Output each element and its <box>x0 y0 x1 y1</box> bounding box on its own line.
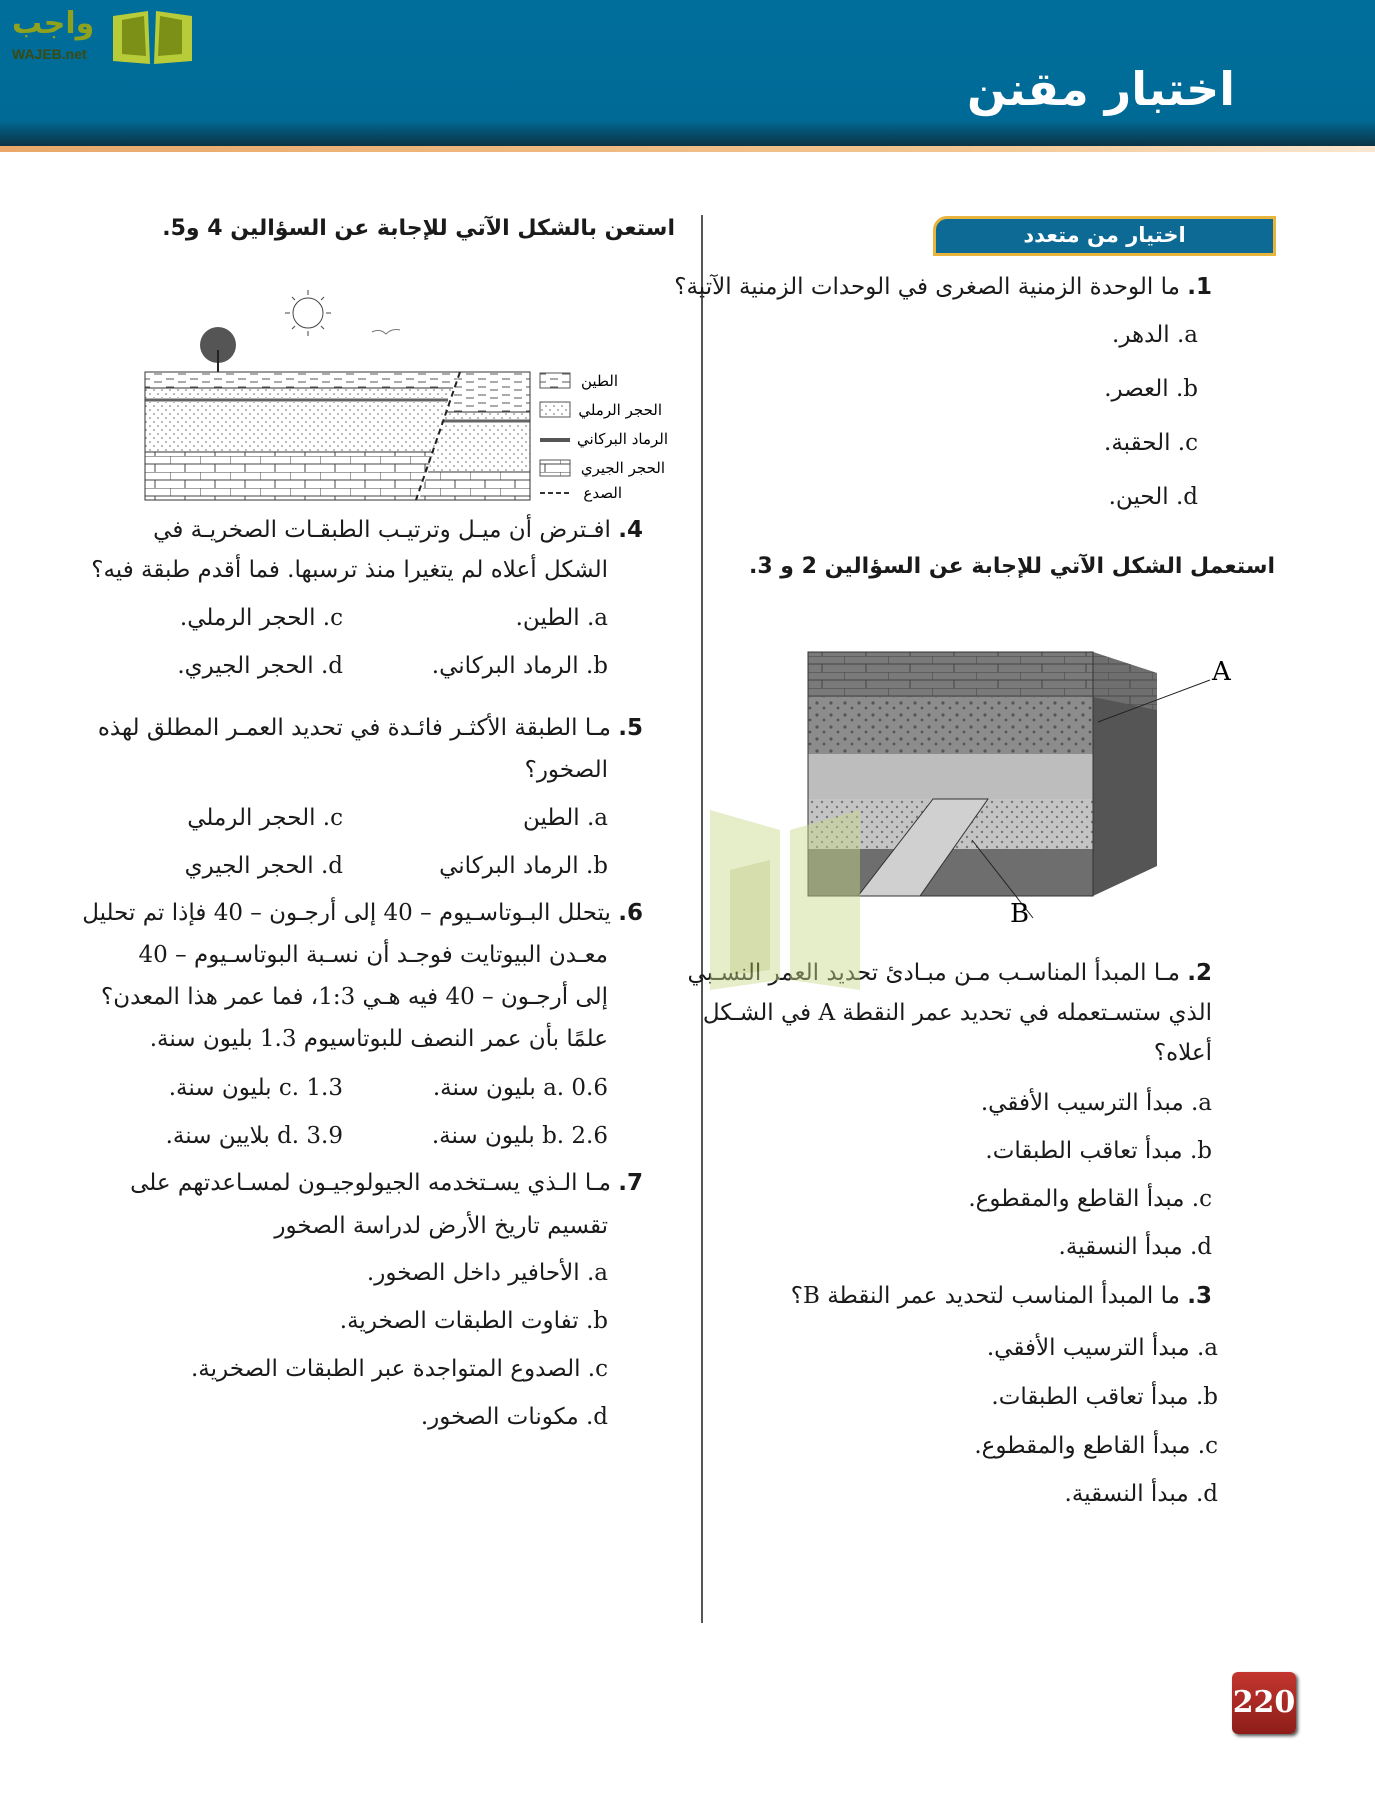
page-title: اختبار مقنن <box>966 62 1235 116</box>
option[interactable]: a. مبدأ الترسيب الأفقي. <box>980 1090 1212 1116</box>
option[interactable]: a. الطين. <box>515 605 608 631</box>
option[interactable]: b. مبدأ تعاقب الطبقات. <box>985 1138 1212 1164</box>
option[interactable]: c. الحقبة. <box>1104 430 1198 456</box>
option[interactable]: c. 1.3 بليون سنة. <box>168 1075 343 1101</box>
bird-icon <box>372 330 400 335</box>
option[interactable]: b. العصر. <box>1104 376 1198 402</box>
option[interactable]: b. الرماد البركاني <box>439 853 608 879</box>
option[interactable]: c. مبدأ القاطع والمقطوع. <box>974 1433 1218 1459</box>
option[interactable]: a. مبدأ الترسيب الأفقي. <box>986 1335 1218 1361</box>
column-divider <box>701 215 703 1623</box>
page-number: 220 <box>1232 1672 1296 1734</box>
label-a: A <box>1212 657 1231 687</box>
option[interactable]: b. 2.6 بليون سنة. <box>431 1123 608 1149</box>
figure-intro: استعمل الشكل الآتي للإجابة عن السؤالين 2 و 3. <box>748 554 1275 579</box>
option[interactable]: a. الطين <box>522 805 608 831</box>
rock-layers-diagram <box>140 280 680 505</box>
option[interactable]: b. مبدأ تعاقب الطبقات. <box>991 1384 1218 1410</box>
option[interactable]: d. 3.9 بلايين سنة. <box>165 1123 343 1149</box>
option[interactable]: d. مبدأ النسقية. <box>1064 1481 1218 1507</box>
option[interactable]: b. تفاوت الطبقات الصخرية. <box>339 1308 608 1334</box>
option[interactable]: d. مبدأ النسقية. <box>1058 1234 1212 1260</box>
figure-intro-left: استعن بالشكل الآتي للإجابة عن السؤالين 4 و5. <box>162 216 675 241</box>
option[interactable]: c. الحجر الرملي <box>187 805 343 831</box>
option[interactable]: c. مبدأ القاطع والمقطوع. <box>968 1186 1212 1212</box>
label-b: B <box>1010 899 1030 925</box>
sun-icon <box>285 290 331 336</box>
wajeb-logo: واجب WAJEB.net <box>10 6 190 66</box>
option[interactable]: a. الأحافير داخل الصخور. <box>366 1260 608 1286</box>
tree-icon <box>200 327 236 372</box>
option[interactable]: a. 0.6 بليون سنة. <box>432 1075 608 1101</box>
option[interactable]: d. الحجر الجيري <box>184 853 343 879</box>
legend-clay: الطين <box>581 372 618 390</box>
option[interactable]: b. الرماد البركاني. <box>431 653 608 679</box>
option[interactable]: c. الصدوع المتواجدة عبر الطبقات الصخرية. <box>190 1356 608 1382</box>
option[interactable]: a. الدهر. <box>1112 322 1198 348</box>
legend-limestone: الحجر الجيري <box>580 459 665 477</box>
option[interactable]: c. الحجر الرملي. <box>179 605 343 631</box>
legend-fault: الصدع <box>583 484 622 502</box>
header-divider <box>0 146 1375 152</box>
option[interactable]: d. الحجر الجيري. <box>177 653 343 679</box>
option[interactable]: d. مكونات الصخور. <box>420 1404 608 1430</box>
legend-sandstone: الحجر الرملي <box>578 401 662 419</box>
option[interactable]: d. الحين. <box>1108 484 1198 510</box>
book-icon <box>108 6 198 66</box>
rock-block-diagram <box>800 640 1260 925</box>
section-label: اختيار من متعدد <box>933 216 1276 256</box>
legend-volcanic-ash: الرماد البركاني <box>577 430 668 448</box>
